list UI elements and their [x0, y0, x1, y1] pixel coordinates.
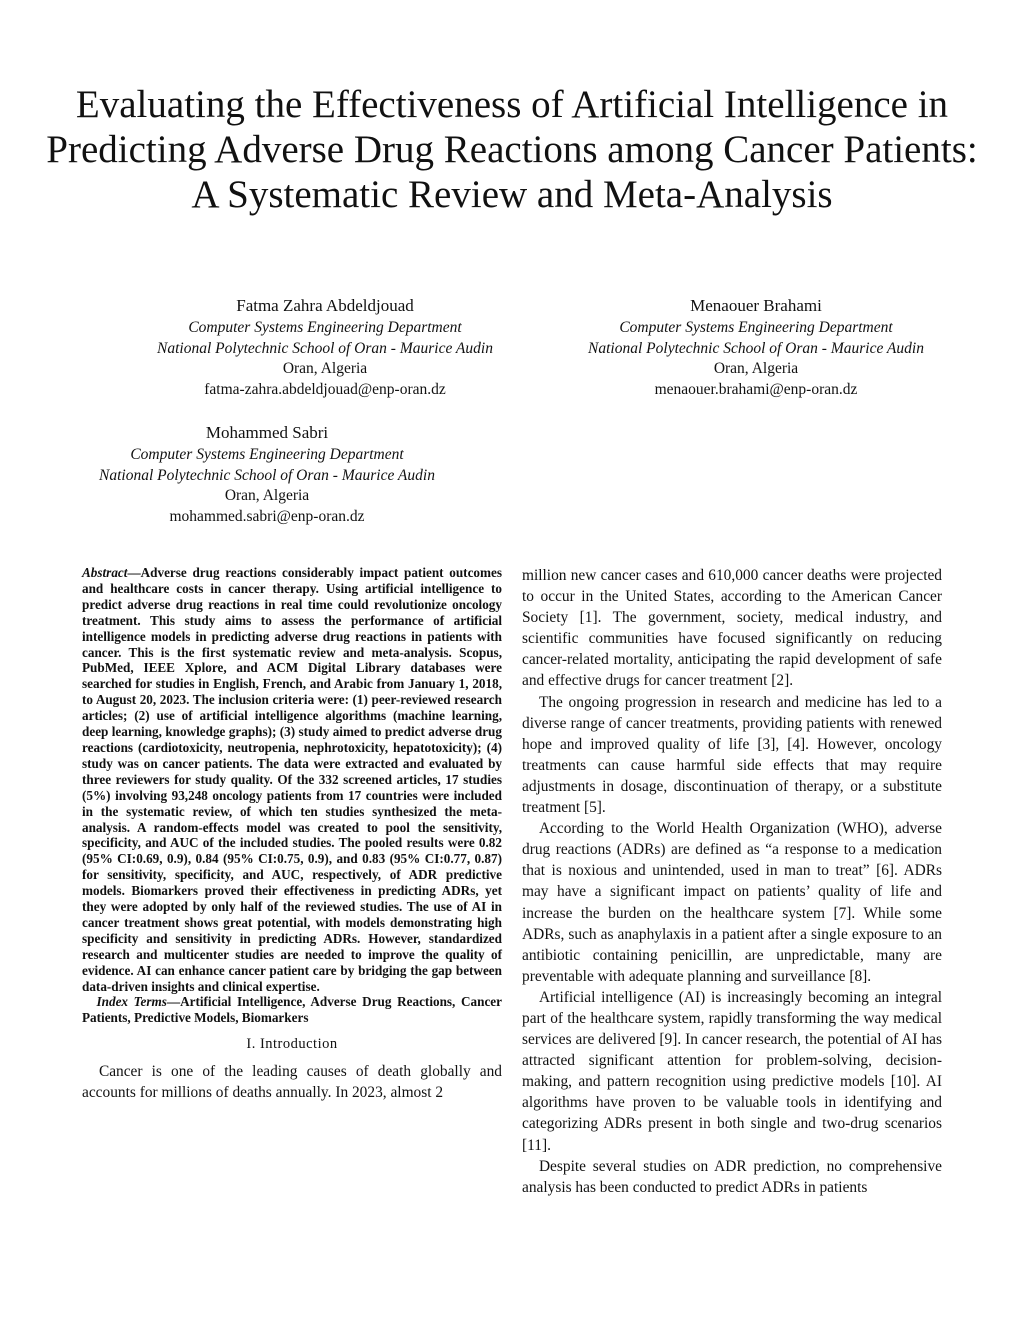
index-terms [82, 994, 502, 1026]
author-location: Oran, Algeria [282, 360, 368, 377]
author-block-1 [125, 293, 525, 400]
right-column [522, 565, 942, 1198]
abstract [82, 565, 502, 994]
author-email: menaouer.brahami@enp-oran.dz [654, 380, 858, 398]
section-heading-introduction: I. Introduction [246, 1036, 338, 1053]
author-institution: National Polytechnic School of Oran - Maurice Audin [588, 339, 924, 357]
index-terms-label: Index Terms [96, 994, 167, 1010]
author-email: fatma-zahra.abdeldjouad@enp-oran.dz [204, 380, 446, 398]
abstract-text: —Adverse drug reactions considerably impact patient outcomes and healthcare costs in cancer therapy. Using artificial intelligence to predict adverse drug reactions in real time could revolutionize oncology treatment. This study aims to assess the performance of artificial intelligence models in predicting adverse drug reactions in patients with cancer. This is the first systematic review and meta-analysis. Scopus, PubMed, IEEE Xplore, and ACM Digital Library databases were searched for studies in English, French, and Arabic from January 1, 2018, to August 20, 2023. The inclusion criteria were: (1) peer-reviewed research articles; (2) use of artificial intelligence algorithms (machine learning, deep learning, knowledge graphs); (3) study aimed to predict adverse drug reactions (cardiotoxicity, neutropenia, nephrotoxicity, hepatotoxicity); (4) study was on cancer patients. The data were extracted and evaluated by three reviewers for study quality. Of the 332 screened articles, 17 studies (5%) involving 93,248 oncology patients from 17 countries were included in the systematic review, of which ten studies synthesized the meta-analysis. A random-effects model was created to pool the sensitivity, specificity, and AUC of the included studies. The pooled results were 0.82 (95% CI:0.69, 0.9), 0.84 (95% CI:0.75, 0.9), and 0.83 (95% CI:0.77, 0.87) for sensitivity, specificity, and AUC, respectively, of ADR predictive models. Biomarkers proved their effectiveness in predicting ADRs, yet they were adopted by only half of the reviewed studies. The use of AI in cancer treatment shows great potential, with models demonstrating high specificity and sensitivity in predicting ADRs. However, standardized research and multicenter studies are needed to improve the quality of evidence. AI can enhance cancer patient care by bridging the gap between data-driven insights and clinical expertise. [82, 565, 502, 994]
paper-title: Evaluating the Effectiveness of Artificial Intelligence in Predicting Adverse Drug Reactions among Cancer Patients: A Systematic Review and Meta-Analysis [46, 83, 978, 216]
left-column [82, 565, 502, 1103]
author-name: Menaouer Brahami [690, 296, 822, 315]
author-department: Computer Systems Engineering Department [188, 319, 462, 336]
paragraph: million new cancer cases and 610,000 cancer deaths were projected to occur in the United States, according to the American Cancer Society [1]. The government, society, medical industry, and scientific communities have focused significantly on reducing cancer-related mortality, anticipating the rapid development of safe and effective drugs for cancer treatment [2]. [522, 567, 942, 690]
author-block-2 [556, 293, 956, 400]
author-name: Mohammed Sabri [205, 423, 329, 442]
author-email: mohammed.sabri@enp-oran.dz [169, 507, 365, 525]
paragraph: Despite several studies on ADR prediction, no comprehensive analysis has been conducted to predict ADRs in patients [522, 1157, 942, 1196]
abstract-label: Abstract [82, 565, 128, 580]
paragraph: The ongoing progression in research and medicine has led to a diverse range of cancer treatments, providing patients with renewed hope and improved quality of life [3], [4]. However, oncology treatments can cause harmful side effects that may require adjustments in dosage, discontinuation of therapy, or a substitute treatment [5]. [522, 693, 942, 817]
paragraph: According to the World Health Organization (WHO), adverse drug reactions (ADRs) are defined as “a response to a medication that is noxious and unintended, used in man to treat” [6]. ADRs may have a significant impact on patients’ quality of life and increase the burden on the healthcare system [7]. While some ADRs, such as anaphylaxis in a patient after a single exposure to an antibiotic containing penicillin, are unpredictable, many are preventable with adequate planning and surveillance [8]. [522, 820, 942, 985]
author-department: Computer Systems Engineering Department [619, 319, 893, 336]
author-location: Oran, Algeria [224, 487, 310, 504]
author-institution: National Polytechnic School of Oran - Maurice Audin [157, 339, 493, 357]
author-block-3 [67, 420, 467, 527]
author-name: Fatma Zahra Abdeldjouad [236, 296, 414, 315]
author-institution: National Polytechnic School of Oran - Maurice Audin [99, 466, 435, 484]
author-department: Computer Systems Engineering Department [130, 446, 404, 463]
author-location: Oran, Algeria [713, 360, 799, 377]
paragraph: Cancer is one of the leading causes of death globally and accounts for millions of deaths annually. In 2023, almost 2 [82, 1063, 502, 1102]
paragraph: Artificial intelligence (AI) is increasingly becoming an integral part of the healthcare system, rapidly transforming the way medical services are delivered [9]. In cancer research, the potential of AI has attracted significant attention for problem-solving, decision-making, and pattern recognition using predictive models [10]. AI algorithms have proven to be valuable tools in identifying and categorizing ADRs present in both single and two-drug scenarios [11]. [522, 988, 942, 1154]
index-terms-text: —Artificial Intelligence, Adverse Drug Reactions, Cancer Patients, Predictive Models, Biomarkers [82, 994, 502, 1026]
